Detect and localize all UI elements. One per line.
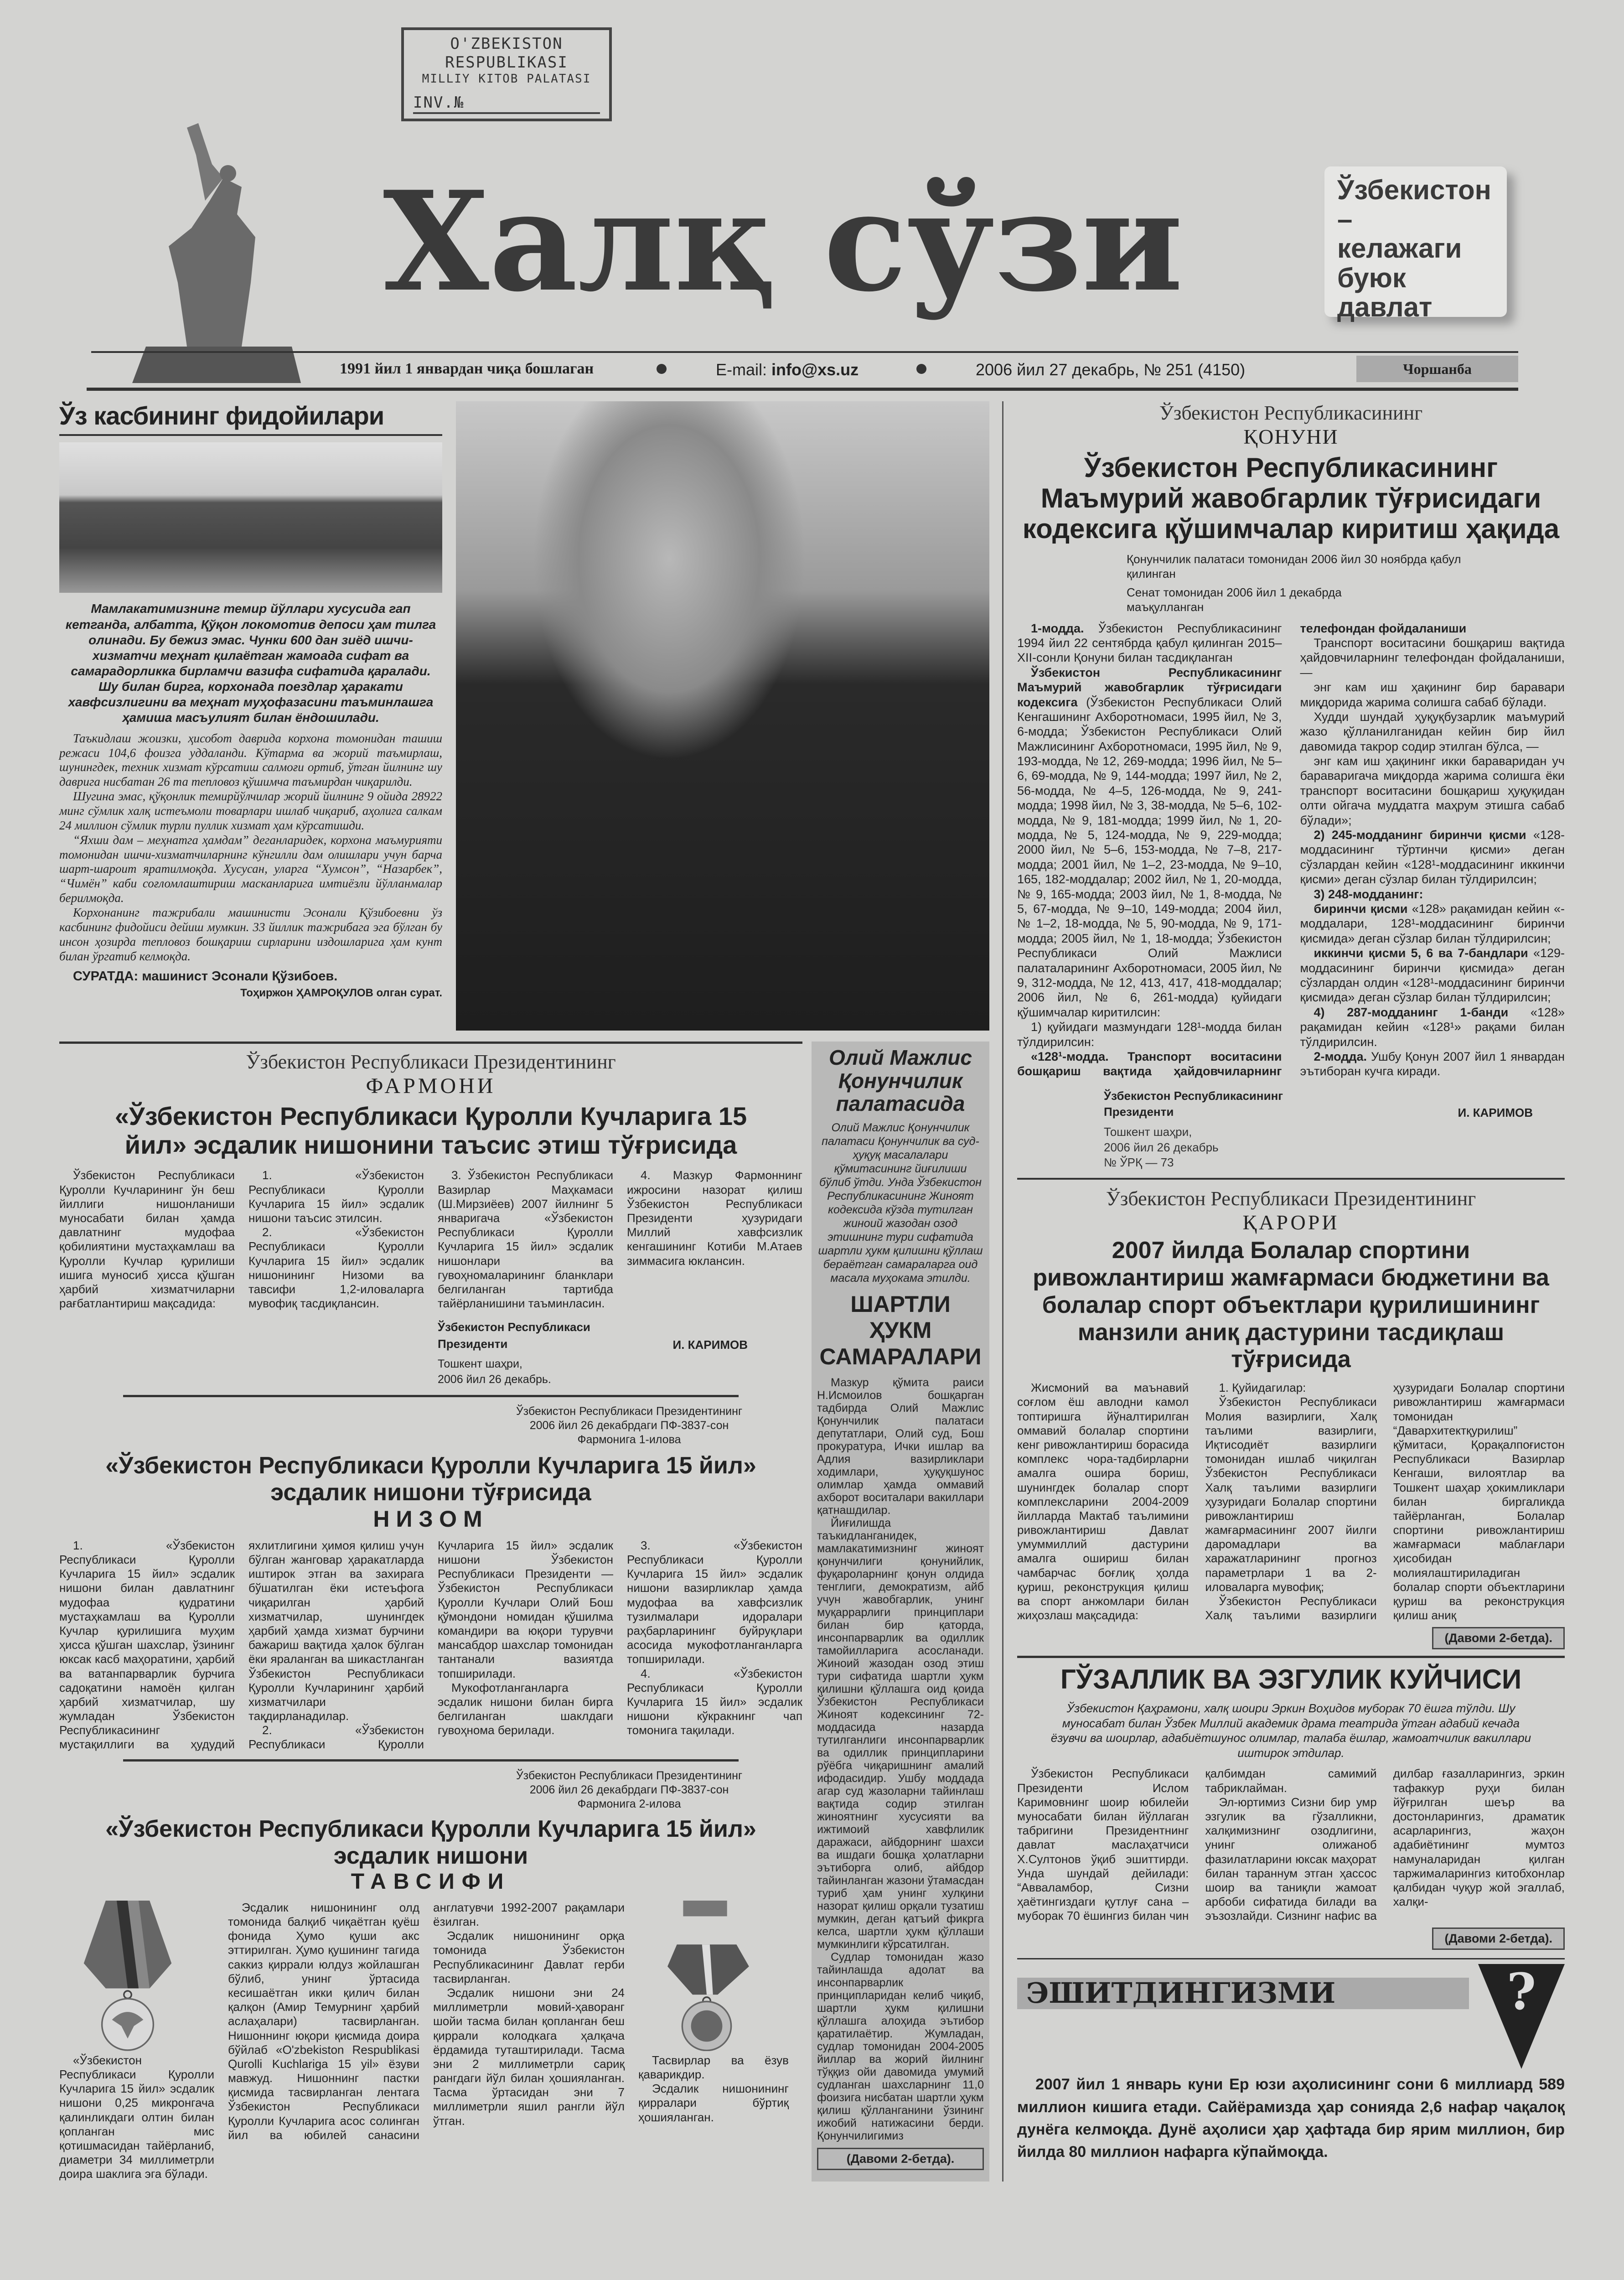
paragraph: Мукофотланганларга эсдалик нишони билан бирга белгиланган шаклдаги гувоҳнома берилади. — [438, 1680, 613, 1737]
paragraph: Йиғилишда таъкидланганидек, мамлакатимизнинг жиноят қонунчилиги қонунийлик, фуқароларнинг қонун олдида тенглиги, демократизм, айб учун жавобгарлик, унинг муқаррарлиги принциплари билан бир қаторда, инсонпарварлик ва одиллик тамойилларига асосланади. Жиноий жазодан озод этиш тури сифатида шартли ҳукм қилишни қўллашга оид қоида Ўзбекистон Республикаси Жиноят кодексининг 72-моддасида назарда тутилганлиги инсонпарварлик ва одиллик принципларини рўёбга чиқаришнинг амалий ифодасидир. Ушбу моддада агар суд жазоларни тайинлаш вақтида содир этилган жиноятнинг хусусияти ва ижтимоий хавфлилик даражаси, айбдорнинг шахси ва ишдаги бошқа ҳолатларни эътиборга олиб, айбдор тайинланган жазони ўтамасдан туриб ҳам унинг хулқини назорат қилиш орқали тузатиш мумкин, деган қатъий фикрга келса, шартли ҳукм қўллаши мумкинлиги кўрсатилган. — [817, 1517, 984, 1951]
ref-line: Ўзбекистон Республикаси Президентининг — [516, 1769, 743, 1782]
decree-title: «Ўзбекистон Республикаси Қуролли Кучларига 15 йил» эсдалик нишонини таъсис этиш тўғрисида — [114, 1102, 747, 1159]
slogan-line: давлат — [1337, 291, 1433, 322]
description-right — [638, 2053, 789, 2125]
issue-date-number: 2006 йил 27 декабрь, № 251 (4150) — [976, 360, 1246, 379]
paragraph-text: Транспорт воситасини бошқариш вақтида ҳайдовчиларнинг телефондан фойдаланиши, — — [1300, 636, 1565, 679]
masthead — [0, 0, 1624, 401]
divider — [59, 1042, 802, 1044]
stamp-line: RESPUBLIKASI — [445, 53, 568, 72]
paragraph: 4. Мазкур Фармоннинг ижросини назорат қилиш Ўзбекистон Республикаси Президенти ҳузуридаги Миллий хавфсизлик кенгашининг Котиби М.Атаев зиммасига юклансин. — [627, 1168, 802, 1268]
resolution-title: 2007 йилда Болалар спортини ривожлантириш жамғармаси бюджетини ва болалар спорт объектлари қурилишининг манзили аниқ дастурини тасдиқлаш тўғрисида — [1033, 1237, 1549, 1373]
description-body — [228, 1901, 625, 2182]
decree-body — [59, 1168, 802, 1311]
paragraph — [1017, 665, 1282, 1020]
decree-type: ФАРМОНИ — [366, 1074, 496, 1098]
feature-title: Ўз касбининг фидойилари — [59, 401, 384, 430]
parliament-intro: Олий Мажлис Қонунчилик палатаси Қонунчилик ва суд-ҳуқуқ масалалари қўмитасининг йиғилиши бўлиб ўтди. Унда Ўзбекистон Республикасининг Жиноят кодексида кўзда тутилган жиноий жазодан озод этишнинг тури сифатида шартли ҳукм қилишни қўллаш бераётган самараларга оид масала муҳокама этилди. — [818, 1121, 983, 1285]
divider — [1017, 1958, 1565, 1959]
parliament-title: ШАРТЛИ ҲУКМ САМАРАЛАРИ — [819, 1291, 982, 1369]
decree-dateline — [438, 1357, 802, 1388]
description-title: «Ўзбекистон Республикаси Қуролли Кучларига 15 йил» эсдалик нишони — [105, 1816, 756, 1869]
law-signer: И. КАРИМОВ — [1458, 1105, 1533, 1119]
description-left: «Ўзбекистон Республикаси Қуролли Кучларига 15 йил» эсдалик нишони 0,25 микронгача қалинликдаги олтин билан қопланган мис қотишмасидан тайёрланиб, диаметри 34 миллиметрли доира шаклига эга бўлади. — [59, 2053, 214, 2181]
paragraph-bold: 2) 245-модданинг биринчи қисми — [1314, 828, 1526, 842]
slogan-line: келажаги — [1337, 233, 1462, 264]
paragraph-text: «129-моддасининг биринчи қисмида» деган сўзлардан олдин «128¹-моддасининг биринчи қисмида» деган сўзлар билан тўлдирилсин; — [1300, 946, 1565, 1005]
divider — [1017, 1656, 1565, 1658]
law-kicker: Ўзбекистон Республикасининг — [1159, 402, 1423, 424]
paragraph: Эсдалик нишонининг олд томонида балқиб чиқаётган қуёш фонида Ҳумо қуши акс эттирилган. Ҳумо қушининг тагида саккиз қиррали юлдуз жойлашган бўлиб, унинг ўртасида кесишаётган икки қилич билан қалқон (Амир Темурнинг ҳарбий аслаҳалари) тасвирланган. Нишоннинг юқори қисмида доира бўйлаб «O'zbekiston Respublikasi Qurolli Kuchlariga 15 yil» ёзуви мавжуд. Нишоннинг пастки қисмида тасвирланган лентага Ўзбекистон Республикаси Қуролли Кучларига асос солинган йил ва юбилей санасини англатувчи 1992-2007 рақамлари ёзилган. — [228, 1900, 625, 2142]
paragraph: 2. «Ўзбекистон Республикаси Қуролли Кучларига 15 йил» эсдалик нишони Ўзбекистон Республикаси Президенти — Ўзбекистон Республикаси Қуролли Кучлари Олий Бош қўмондони номидан қўшилма командири ва юқори турувчи мансабдор шахслар томонидан тантанали вазиятда топширилади. — [248, 1538, 613, 1751]
paragraph: 4. «Ўзбекистон Республикаси Қуролли Кучларига 15 йил» эсдалик нишони кўкракнинг чап томонига тақилади. — [627, 1666, 802, 1737]
paragraph — [1300, 754, 1565, 828]
paragraph — [1017, 1020, 1282, 1049]
equestrian-statue-icon — [119, 109, 310, 383]
medal-front-icon — [59, 1901, 196, 2051]
divider — [123, 1759, 739, 1762]
paragraph-text: 1) қуйидаги мазмундаги 128¹-модда билан тўлдирилсин: — [1017, 1020, 1282, 1049]
decree-date: 2006 йил 26 декабрь. — [438, 1373, 551, 1386]
law-date: 2006 йил 26 декабрь — [1104, 1140, 1219, 1154]
paragraph: “Яхши дам – меҳнатга ҳамдам” деганларидек, корхона маъмурияти томонидан ишчи-хизматчиларнинг кўнгилли дам олишлари учун барча шарт-шароит яратилмоқда. Хусусан, уларга “Хумсон”, “Назарбек”, “Чимён” каби соғломлаштириш масканларига имтиёзли йўлланмалар берилмоқда. — [59, 833, 442, 905]
divider — [59, 434, 442, 436]
paragraph-text: «128» рақамидан кейин «128¹» рақами билан тўлдирилсин. — [1300, 1005, 1565, 1049]
paragraph: 1. «Ўзбекистон Республикаси Қуролли Кучларига 15 йил» эсдалик нишони билан давлатнинг мудофаа қудратини мустаҳкамлаш ва Қуролли Кучлар қурилишига муҳим ҳисса қўшган шахслар, ўзининг юксак касб маҳоратини, ҳарбий ва ватанпарварлик бурчига садоқатини намоён қилган ҳарбий хизматчилар, шу жумладан Ўзбекистон Республикасининг мустақиллиги ва ҳудудий яхлитлигини ҳимоя қилиш учун бўлган жанговар ҳаракатларда иштирок этган ва захирага бўшатилган ёки истеъфога чиқарилган ҳарбий хизматчилар, шунингдек ҳарбий ҳамда хизмат бурчини бажариш вақтида ҳалок бўлган ёки яраланган ва шикастланган Ўзбекистон Республикаси Қуролли Кучларининг ҳарбий хизматчилари тақдирланадилар. — [59, 1538, 424, 1751]
parliament-kicker: Олий Мажлис Қонунчилик палатасида — [828, 1046, 972, 1116]
description-ref — [479, 1769, 780, 1812]
paragraph-bold: 4) 287-модданинг 1-банди — [1314, 1005, 1509, 1019]
paragraph: 2. «Ўзбекистон Республикаси Қуролли Кучларига 15 йил» эсдалик нишонининг Низоми ва тавсифи 1,2-иловаларга мувофиқ тасдиқлансин. — [248, 1225, 424, 1311]
paragraph-bold: «128¹-модда. Транспорт воситасини бошқариш вақтида ҳайдовчиларнинг телефондан фойдаланиши — [1017, 621, 1467, 1078]
didyouknow-header — [1017, 1964, 1565, 2069]
stamp-inv: INV.№ — [413, 93, 600, 114]
feature-article — [59, 401, 442, 1031]
paragraph: Ўзбекистон Республикаси Халқ таълими вазирлиги ҳузуридаги Болалар спортини ривожлантириш жамғармаси томонидан “Даварxитектқурилиш” қўмитаси, Қорақалпоғистон Республикаси Вазирлар Кенгаши, вилоятлар ва Тошкент шаҳар ҳокимликлари билан биргаликда тайёрланган, Болалар спортини ривожлантириш жамғармаси маблағлари ҳисобидан молиялаштириладиган болалар спорти объектларини қуриш ва реконструкция қилиш аниқ — [1205, 1381, 1565, 1622]
paragraph: Эсдалик нишони эни 24 миллиметрли мовий-ҳаворанг шойи тасма билан қопланган беш қиррали колодкага ҳалқача ёрдамида туташтирилади. Тасма эни 2 миллиметрли сариқ рангдаги йўл билан ҳошияланган. Тасма ўртасидан эни 7 миллиметрли яшил рангли йўл ўтган. — [433, 1985, 625, 2128]
bullet-icon — [916, 364, 926, 374]
didyouknow-title: ЭШИТДИНГИЗМИ — [1017, 1978, 1469, 2009]
feature-body — [59, 731, 442, 964]
paragraph: Ўзбекистон Республикаси Қуролли Кучларининг ўн беш йиллиги нишонланиши муносабати билан ҳамда давлатнинг мудофаа қобилиятини мустаҳкамлаш ва Қуролли Кучлар қурилиши ишига муносиб ҳисса қўшган ҳарбий хизматчиларни рағбатлантириш мақсадида: — [59, 1168, 235, 1311]
parliament-column — [812, 1042, 989, 2182]
paragraph — [1300, 946, 1565, 1005]
paragraph — [1300, 680, 1565, 710]
divider — [123, 1395, 739, 1397]
paragraph — [1017, 621, 1282, 665]
ref-line: Ўзбекистон Республикаси Президентининг — [516, 1404, 743, 1418]
paragraph-bold: Ўзбекистон Республикасининг Маъмурий жавобгарлик тўғрисидаги кодексига — [1017, 665, 1282, 709]
parliament-body — [817, 1376, 984, 2142]
ref-line: Фармонига 1-илова — [577, 1433, 681, 1446]
slogan-box — [1324, 166, 1507, 322]
paragraph: Судлар томонидан жазо тайинлашда адолат ва инсонпарварлик принципларидан келиб чиқиб, шартли ҳукм қилишни қўллашга алоҳида эътибор қаратилаётир. Жумладан, судлар томонидан 2004-2005 йиллар ва жорий йилнинг тўққиз ойи давомида умумий судланган шахсларнинг 11,0 фоизига нисбатан шартли ҳукм қилиш қўлланганини ўзининг ижобий натижасини берди. Қонунчилигимиз — [817, 1951, 984, 2143]
paragraph-bold: иккинчи қисми 5, 6 ва 7-бандлари — [1314, 946, 1528, 960]
paragraph: Ўзбекистон Республикаси Молия вазирлиги, Халқ таълими вазирлиги, Иқтисодиёт вазирлиги томонидан ишлаб чиқилган Ўзбекистон Республикаси Халқ таълими вазирлиги ҳузуридаги Болалар спортини ривожлантириш жамғармасининг 2007 йилги даромадлари ва харажатларининг прогноз параметрлари 1 ва 2-иловаларга мувофиқ; — [1205, 1395, 1377, 1594]
library-stamp — [401, 27, 612, 121]
paragraph-text: Ушбу Қонун 2007 йил 1 январдан эътиборан кучга киради. — [1300, 1049, 1565, 1078]
law-signer-title: Ўзбекистон Республикасининг Президенти — [1104, 1088, 1283, 1119]
continued-link[interactable]: (Давоми 2-бетда). — [1432, 1928, 1565, 1950]
stamp-line: O'ZBEKISTON — [450, 35, 563, 53]
statute-title: «Ўзбекистон Республикаси Қуролли Кучларига 15 йил» эсдалик нишони тўғрисида — [105, 1452, 756, 1506]
paragraph-text: энг кам иш ҳақининг икки бараваридан уч бараваригача миқдорда жарима солишга ёки транспорт воситасини бошқариш ҳуқуқидан олти ойгача муддатга маҳрум этишга сабаб бўлади»; — [1300, 754, 1565, 827]
paragraph-text: энг кам иш ҳақининг бир баравари миқдорида жарима солишга сабаб бўлади. — [1300, 680, 1565, 709]
decree-signer: И. КАРИМОВ — [672, 1338, 748, 1352]
law-title: Ўзбекистон Республикасининг Маъмурий жавобгарлик тўғрисидаги кодексига қўшимчалар киритиш ҳақида — [1022, 452, 1560, 544]
question-triangle — [1478, 1964, 1565, 2069]
law-number: № ЎРҚ — 73 — [1104, 1156, 1174, 1170]
didyouknow-text: 2007 йил 1 январь куни Ер юзи аҳолисининг сони 6 миллиард 589 миллион кишига етади. Сайёрамизда ҳар сонияда 2,6 нафар чақалоқ дунёга келмоқда. Дунё аҳолиси ҳар ҳафтада бир ярим миллион, бир йилда 80 миллион нафарга кўпаймоқда. — [1017, 2076, 1565, 2161]
paragraph-text: Ўзбекистон Республикасининг 1994 йил 22 сентябрда қабул қилинган 2015–XII-сонли Қонуни билан тасдиқланган — [1017, 621, 1282, 665]
paragraph — [1300, 1049, 1565, 1079]
law-dateline — [1104, 1124, 1565, 1171]
machinist-portrait-photo — [456, 401, 989, 1031]
law-approved: Сенат томонидан 2006 йил 1 декабрда маъқулланган — [1127, 585, 1342, 614]
weekday-badge: Чоршанба — [1356, 356, 1518, 382]
paragraph — [1300, 828, 1565, 887]
paragraph: Тасвирлар ва ёзув қаварикдир. — [638, 2053, 789, 2082]
continued-link[interactable]: (Давоми 2-бетда). — [1432, 1627, 1565, 1649]
law-signature — [1104, 1088, 1533, 1120]
paragraph: Эсдалик нишонининг орқа томонида Ўзбекистон Республикасининг Давлат герби тасвирланган. — [433, 1929, 625, 1985]
paragraph: Мазкур қўмита раиси Н.Исмоилов бошқарган тадбирда Олий Мажлис Қонунчилик палатаси депутатлари, Олий суд, Бош прокуратура, Ички ишлар ва Адлия вазирликлари ходимлари, ҳуқуқшунос олимлар ҳамда оммавий ахборот воситалари вакиллари қатнашдилар. — [817, 1376, 984, 1517]
poet-title: ГЎЗАЛЛИК ВА ЭЗГУЛИК КУЙЧИСИ — [1060, 1664, 1522, 1695]
email-line — [716, 360, 859, 379]
resolution-body — [1017, 1381, 1565, 1622]
decree-place: Тошкент шаҳри, — [438, 1358, 522, 1371]
paragraph — [1300, 636, 1565, 680]
statute-type: НИЗОМ — [373, 1506, 489, 1532]
ref-line: Фармонига 2-илова — [577, 1798, 681, 1811]
law-adopted: Қонунчилик палатаси томонидан 2006 йил 30 ноябрда қабул қилинган — [1127, 552, 1461, 581]
paragraph: Эл-юртимиз Сизни бир умр эзгулик ва гўзалликни, халқимизнинг озодлигини, унинг олижаноб фазилатларини юксак маҳорат билан тараннум этган ҳассос шоир ва таниқли жамоат арбоби сифатида билади ва эъзозлайди. Сизнинг нафис ва дилбар ғазалларингиз, эркин тафаккур руҳи билан йўғрилган шеър ва достонларингиз, драматик асарларингиз, жаҳон адабиётининг мумтоз намуналаридан қилган таржималарингиз китобхонлар қалбидан чуқур жой эгаллаб, халқи- — [1205, 1767, 1565, 1923]
decree-signer-title: Ўзбекистон Республикаси Президенти — [438, 1320, 590, 1351]
feature-lead: Мамлакатимизнинг темир йўллари хусусида гап кетганда, албатта, Қўқон локомотив депоси ҳам тилга олинади. Бу бежиз эмас. Чунки 600 дан зиёд ишчи-хизматчи меҳнат қилаётган жамоада сифат ва самарадорликка бирламчи вазифа сифатида қаралади. Шу билан бирга, корхонада поездлар ҳаракати хавфсизлигини ва меҳнат муҳофазасини таъминлашга ҳамиша масъулият билан ёндошилади. — [65, 601, 436, 725]
newspaper-title: Халқ сўзи — [383, 161, 1184, 322]
divider — [1017, 1178, 1565, 1180]
paragraph-bold: 2-модда. — [1314, 1049, 1367, 1063]
paragraph — [1300, 1005, 1565, 1049]
poet-intro: Ўзбекистон Қаҳрамони, халқ шоири Эркин Воҳидов муборак 70 ёшга тўлди. Шу муносабат билан Ўзбек Миллий академик драма театрида ўтган адабий кечада ёзувчи ва шоирлар, адабиётшунос олимлар, талаба ёшлар, жамоатчилик вакиллари иштирок этдилар. — [1050, 1701, 1531, 1760]
locomotive-photo — [59, 442, 442, 593]
paragraph: Шугина эмас, қўқонлик темирйўлчилар жорий йилнинг 9 ойида 28922 минг сўмлик халқ истеъмоли товарлари ишлаб чиқариб, аҳолига салкам 24 миллион сўмлик турли пуллик хизмат ҳам кўрсатишди. — [59, 789, 442, 832]
photo-caption: СУРАТДА: машинист Эсонали Қўзибоев. — [73, 969, 338, 984]
paragraph — [1300, 887, 1565, 902]
paragraph — [1300, 710, 1565, 754]
paragraph-text: (Ўзбекистон Республикаси Олий Кенгашининг Ахборотномаси, 1995 йил, № 3, 6-модда; Ўзбекистон Республикаси Олий Мажлисининг Ахборотномаси, 1995 йил, № 9, 193-модда, № 12, 269-модда; 1996 йил, № 5–6, 69-модда, № 9, 144-модда; 1997 йил, № 2, 56-модда, № 4–5, 126-модда, № 9, 241-модда; 1998 йил, № 3, 38-модда, № 5–6, 102-модда, № 9, 181-модда; 1999 йил, № 1, 20-модда, № 5, 124-модда, № 9, 229-модда; 2000 йил, № 5–6, 153-модда, № 7–8, 217-модда; 2001 йил, № 1–2, 23-модда, № 9–10, 165, 182-моддалар; 2002 йил, № 1, 20-модда, № 9, 165-модда; 2003 йил, № 1, 8-модда, № 5, 67-модда, № 9–10, 149-модда; 2004 йил, № 1–2, 18-модда, № 5, 90-модда, № 9, 171-модда; 2005 йил, № 1, 18-модда; Ўзбекистон Республикаси Олий Мажлиси палаталарининг Ахборотномаси, 2005 йил, № 9, 312-модда, № 12, 413, 417, 418-моддалар; 2006 йил, № 6, 261-модда) қуйидаги қўшимчалар киритилсин: — [1017, 695, 1282, 1019]
decree-kicker: Ўзбекистон Республикаси Президентининг — [246, 1051, 616, 1073]
divider — [87, 388, 1518, 391]
paragraph: Ўзбекистон Республикаси Президенти Ислом Каримовнинг шоир юбилейи муносабати билан йўллаган табригини Президентнинг давлат маслаҳатчиси Х.Султонов ўқиб эшиттирди. Унда шундай дейилади: “Авваламбор, Сизни ҳаётингиздаги қутлуғ сана – муборак 70 ёшингиз билан чин қалбимдан самимий табриклайман. — [1017, 1767, 1377, 1923]
divider — [91, 351, 1518, 353]
ref-line: 2006 йил 26 декабрдаги ПФ-3837-сон — [529, 1783, 729, 1796]
decree-signature — [438, 1319, 748, 1352]
statute-ref — [479, 1404, 780, 1447]
continued-link[interactable]: (Давоми 2-бетда). — [817, 2148, 984, 2170]
law-type: ҚОНУНИ — [1243, 425, 1339, 448]
slogan-line: Ўзбекистон – — [1337, 175, 1491, 235]
photo-credit: Тоҳиржон ҲАМРОҚУЛОВ олган сурат. — [240, 987, 442, 1000]
paragraph-text: Худди шундай ҳуқуқбузарлик маъмурий жазо қўлланилганидан кейин бир йил давомида такрор содир этилган бўлса, — — [1300, 710, 1565, 753]
slogan-line: буюк — [1337, 262, 1406, 293]
paragraph-bold: 1-модда. — [1031, 621, 1084, 635]
stamp-line: MILLIY KITOB PALATASI — [422, 72, 591, 86]
paragraph: 3. «Ўзбекистон Республикаси Қуролли Кучларига 15 йил» эсдалик нишони вазирликлар ҳамда мудофаа ва хавфсизлик тузилмалари идоралари раҳбарларининг буйруқлари асосида мукофотланганларга топширилади. — [627, 1538, 802, 1666]
paragraph: 1. Қуйидагилар: — [1219, 1381, 1306, 1395]
law-place: Тошкент шаҳри, — [1104, 1124, 1192, 1139]
paragraph: 3. Ўзбекистон Республикаси Вазирлар Маҳкамаси (Ш.Мирзиёев) 2007 йилнинг 5 январигача «Ўзбекистон Республикаси Қуролли Кучларига 15 йил» эсдалик нишонлари ва гувоҳномаларининг бланклари белгиланган тартибда тайёрланишини таъминласин. — [438, 1168, 613, 1311]
description-type: ТАВСИФИ — [351, 1869, 511, 1894]
paragraph: Эсдалик нишонининг қирралари бўртиқ ҳошияланган. — [638, 2082, 789, 2124]
poet-body — [1017, 1767, 1565, 1923]
paragraph-text: «128-моддасининг тўртинчи қисми» деган сўзлардан кейин «128¹-моддасининг иккинчи қисми» деган сўзлар билан тўлдирилсин; — [1300, 828, 1565, 886]
paragraph: Жисмоний ва маънавий соғлом ёш авлодни камол топтиришга йўналтирилган оммавий болалар спортини кенг ривожлантириш борасида комплекс чора-тадбирларни амалга ошира бориш, шунингдек болалар спорт комплексларини 2004-2009 йилларда Мактаб таълимини ривожлантириш Давлат умуммиллий дастурини амалга ошириш билан чамбарчас боғлиқ ҳолда қуриш, реконструкция қилиш ва спорт анжомлари билан жиҳозлаш мақсадида: — [1017, 1381, 1189, 1622]
paragraph-text: «128» рақамидан кейин «-моддалари, 128¹-моддасининг биринчи қисмида» деган сўзлар билан тўлдирилсин; — [1300, 902, 1565, 945]
founded-line: 1991 йил 1 январдан чиқа бошлаган — [340, 360, 594, 377]
resolution-type: ҚАРОРИ — [1242, 1211, 1340, 1234]
ref-line: 2006 йил 26 декабрдаги ПФ-3837-сон — [529, 1419, 729, 1432]
paragraph: 1. «Ўзбекистон Республикаси Қуролли Кучларига 15 йил» эсдалик нишони таъсис этилсин. — [248, 1168, 424, 1225]
law-body — [1017, 621, 1565, 1079]
paragraph — [1300, 902, 1565, 946]
paragraph: Корхонанинг тажрибали машинисти Эсонали Қўзибоевни ўз касбининг фидойиси дейиш мумкин. 33 йиллик тажрибага эга бўлган бу инсон ҳозирда тепловоз бошқариш сирларини издошларига ҳам кунт билан ўргатиб келмоқда. — [59, 905, 442, 963]
resolution-kicker: Ўзбекистон Республикаси Президентининг — [1106, 1187, 1476, 1210]
question-mark: ? — [1506, 1962, 1536, 2021]
email-link[interactable]: info@xs.uz — [771, 360, 859, 379]
bullet-icon — [657, 364, 667, 374]
paragraph-bold: 3) 248-модданинг: — [1314, 887, 1423, 901]
paragraph-bold: биринчи қисми — [1314, 902, 1408, 916]
medal-back-icon — [638, 1901, 775, 2051]
email-label: E-mail: — [716, 360, 767, 379]
statute-body — [59, 1539, 802, 1752]
paragraph: Таъкидлаш жоизки, ҳисобот даврида корхона томонидан ташиш режаси 104,6 фоизга уддаланди. Кўтарма ва жорий таъмирлаш, шунингдек, техник хизмат кўрсатиш салмоғи ортиб, ўтган йилнинг шу даврига нисбатан 26 та тепловоз қўшимча таъмирдан чиқарилди. — [59, 731, 442, 789]
